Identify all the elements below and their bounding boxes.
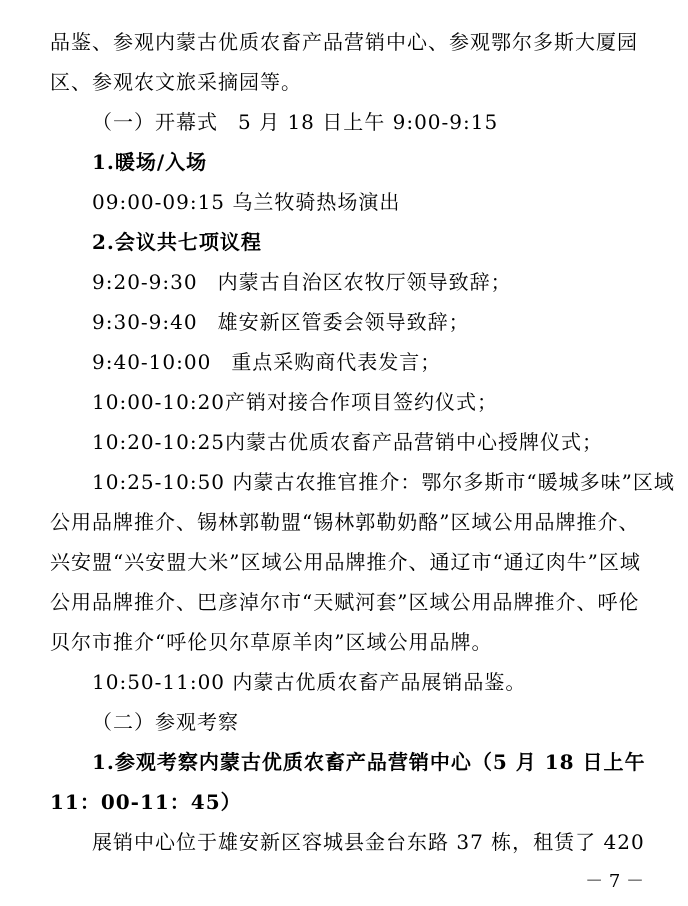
promo-line-4: 公用品牌推介、巴彦淖尔市“天赋河套”区域公用品牌推介、呼伦: [50, 590, 640, 614]
promo-line-3: 兴安盟“兴安盟大米”区域公用品牌推介、通辽市“通辽肉牛”区域: [50, 550, 641, 574]
agenda-time: 10:00-10:20: [92, 390, 226, 414]
agenda-text: 内蒙古自治区农牧厅领导致辞；: [217, 270, 512, 294]
agenda-text: 内蒙古优质农畜产品营销中心授牌仪式；: [225, 430, 604, 454]
section-2-heading: （二）参观考察: [92, 710, 239, 734]
promo-line-5: 贝尔市推介“呼伦贝尔草原羊肉”区域公用品牌。: [50, 630, 493, 654]
agenda-item: [50, 262, 642, 302]
item-1-line: 09:00-09:15 乌兰牧骑热场演出: [92, 190, 401, 214]
promo-line-2: 公用品牌推介、锡林郭勒盟“锡林郭勒奶酪”区域公用品牌推介、: [50, 510, 640, 534]
document-page: [50, 22, 675, 862]
visit-1-text-line-1: 展销中心位于雄安新区容城县金台东路 37 栋，租赁了 420: [92, 830, 645, 854]
page-number: － 7 －: [585, 871, 644, 892]
item-1-heading: 1.暖场/入场: [92, 150, 208, 174]
agenda-text: 产销对接合作项目签约仪式；: [225, 390, 499, 414]
visit-1-heading-line-2: 11：00-11：45）: [50, 790, 242, 814]
agenda-item: [50, 422, 642, 462]
intro-line-2: 区、参观农文旅采摘园等。: [50, 70, 302, 94]
agenda-last: 10:50-11:00 内蒙古优质农畜产品展销品鉴。: [92, 670, 527, 694]
agenda-item: [50, 302, 642, 342]
intro-line-1: 品鉴、参观内蒙古优质农畜产品营销中心、参观鄂尔多斯大厦园: [50, 30, 638, 54]
agenda-text: 雄安新区管委会领导致辞；: [217, 310, 470, 334]
agenda-item: [50, 382, 642, 422]
section-1-label: （一）开幕式: [92, 110, 218, 134]
section-1-time: 5 月 18 日上午 9:00-9:15: [238, 110, 499, 134]
agenda-time: 9:40-10:00: [92, 350, 212, 374]
agenda-time: 10:20-10:25: [92, 430, 226, 454]
promo-line-1: 10:25-10:50 内蒙古农推官推介：鄂尔多斯市“暖城多味”区域: [92, 470, 675, 494]
agenda-text: 重点采购商代表发言；: [231, 350, 442, 374]
section-1-heading: [50, 102, 642, 142]
agenda-time: 9:30-9:40: [92, 310, 198, 334]
agenda-time: 9:20-9:30: [92, 270, 198, 294]
item-2-heading: 2.会议共七项议程: [92, 230, 262, 254]
agenda-item: [50, 342, 642, 382]
visit-1-heading-line-1: 1.参观考察内蒙古优质农畜产品营销中心（5 月 18 日上午: [92, 750, 646, 774]
